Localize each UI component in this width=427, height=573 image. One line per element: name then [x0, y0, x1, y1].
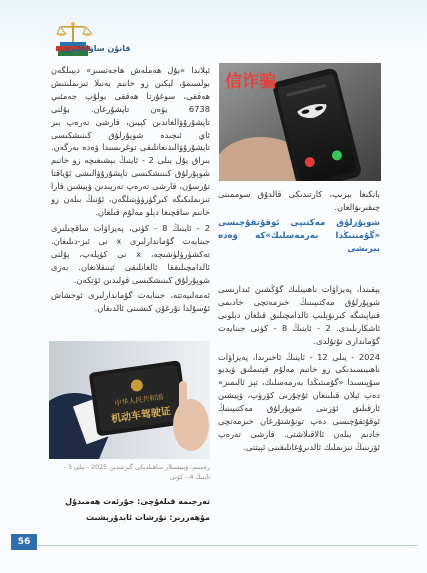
license-country-text: 中华人民共和国 [114, 392, 164, 408]
phone-scam-image [219, 63, 381, 181]
right-top-paragraph: بانكىغا بېرىپ، كارتىدىكى قالدۇق سوممىنى چىقىرىۋالغان. [218, 189, 380, 212]
right-paragraph-1: يېقىندا، پەيزاۋات ناھىيىلىك گۇڭشىن ئىدارىسى شوپۇرلۇق مەكتىپىنىڭ خىزمەتچى خادىمى قىياپىتىگە كىرىۋېلىپ ئالدامچىلىق قىلغان دېلونى ئاشكارىلىدى. 2 - ئاينىڭ 8 - كۈنى جىنايەت گۇماندارى تۇتۇلدى. [218, 284, 380, 346]
left-column-text [51, 64, 210, 339]
image-caption: رەسىم: ۋېيشىنلار ساھىلدىكى گېزىتىدىن 2025 - يىلى 3 - ئاينىڭ 4 - كۈنى [63, 464, 210, 481]
left-paragraph-1: ئېلاندا «يۇل ھەملەش ھاجەتسىز» دېيىلگەن بولسىمۇ، لېكىن زو خانىم يەنىلا تىزىملىتىش ھەققى، سوغۇرتا ھەققى بولۇپ جەمئىي 6738 يۈەن تاپشۇرغان. يۇلنى تاپشۇرۇۋالغاندىن كېيىن، قارشى تەرەپ بىر ئاي ئىچىدە شوپۇرلۇق كىنىشكىسى تاپشۇرۇۋالىدىغانلىقى توغرىسىدا ۋەدە بەرگەن. بىراق يۇل يىلى 2 - ئاينىڭ بېشىغىچە زو خانىم شوپۇرلۇق كىنىشكىسى تاپشۇرۇۋالىشى ئۇياقتا تۇرسۇن، قارشى تەرەپ تەرپىدىن ۋېيشىن قارا تىزىملىكىگە كىرگۈزۈۋېتىلگەن، ئۇنىڭ بىلەن زو خانىم ساقچىغا دېلو مەلۇم قىلغان. [51, 65, 210, 217]
footer-divider [38, 545, 418, 546]
right-paragraph-2: 2024 - يىلى 12 - ئاينىڭ ئاخىرىدا، پەيزاۋات ناھىيىسىدىكى زو خانىم مەلۇم قېتىملىق ۋېديو سۇپىسىدا «گۇمىتىڭدا بەرمەسلىك، تېز ئالىمىز» دەپ ئېلان قىلىنغان ئۇچۇرنى كۆرۈپ، ۋېيشىن ئارقىلىق ئۆزىنى شوپۇرلۇق مەكتىپىنىڭ ئوقۇتقۇچىسى دەپ تونۇشتۇرغان خىزمەتچى خادىم بىلەن ئالاقىلاشتى. قارشى تەرەپ ئۆزىنىڭ تىزىملىك ئالدىرۇغانلىقىنى ئېيتتى. [218, 351, 380, 452]
driver-license-illustration [49, 341, 210, 459]
translator-credit: تەرجىمە قىلغۇچى: جۇرئەت ھەمىدۇل [65, 497, 210, 506]
license-title-text: 机动车驾驶证 [110, 406, 172, 426]
driver-license-image [49, 341, 210, 459]
credits [51, 494, 210, 526]
article-heading: شوپۇرلۇق مەكتىپى ئوقۇتقۇچىسى «گۇمىتىڭدا بەرمەسلىك»كە ۋەدە بېرىشى [218, 217, 380, 254]
section-title: قانۇن ساۋاقلىرى [62, 44, 131, 53]
left-paragraph-3: ئەمەلىيەتتە، جىنايەت گۇماندارلىرى ئوخشاش ئۇسۇلدا نۇرغۇن كىشىنى ئالدىغان. [51, 290, 210, 314]
left-paragraph-2: 2 - ئاينىڭ 8 - كۈنى، پەيزاۋات ساقچىلىرى جىنايەت گۇماندارلىرى x نى ئىز-دىلىغان. تەكشۈرۈلۈشىچە، x نى كۆپلەپ، پۇلنى ئالدامچىلىققا ئالغانلىقى ئېنىقلانغان. بەزى شوپۇرلۇق كىنىشكىسى قولىدىن ئۆتكەن. [51, 222, 210, 285]
page-number: 56 [11, 534, 37, 550]
phone-scam-illustration [219, 63, 381, 181]
scam-chinese-text: 信诈骗 [225, 72, 276, 92]
right-column-top [218, 188, 380, 280]
right-column-body [218, 283, 380, 533]
editor-credit: مۇھەررىر: نۇرشات ئابدۇرېشىت [86, 513, 210, 522]
